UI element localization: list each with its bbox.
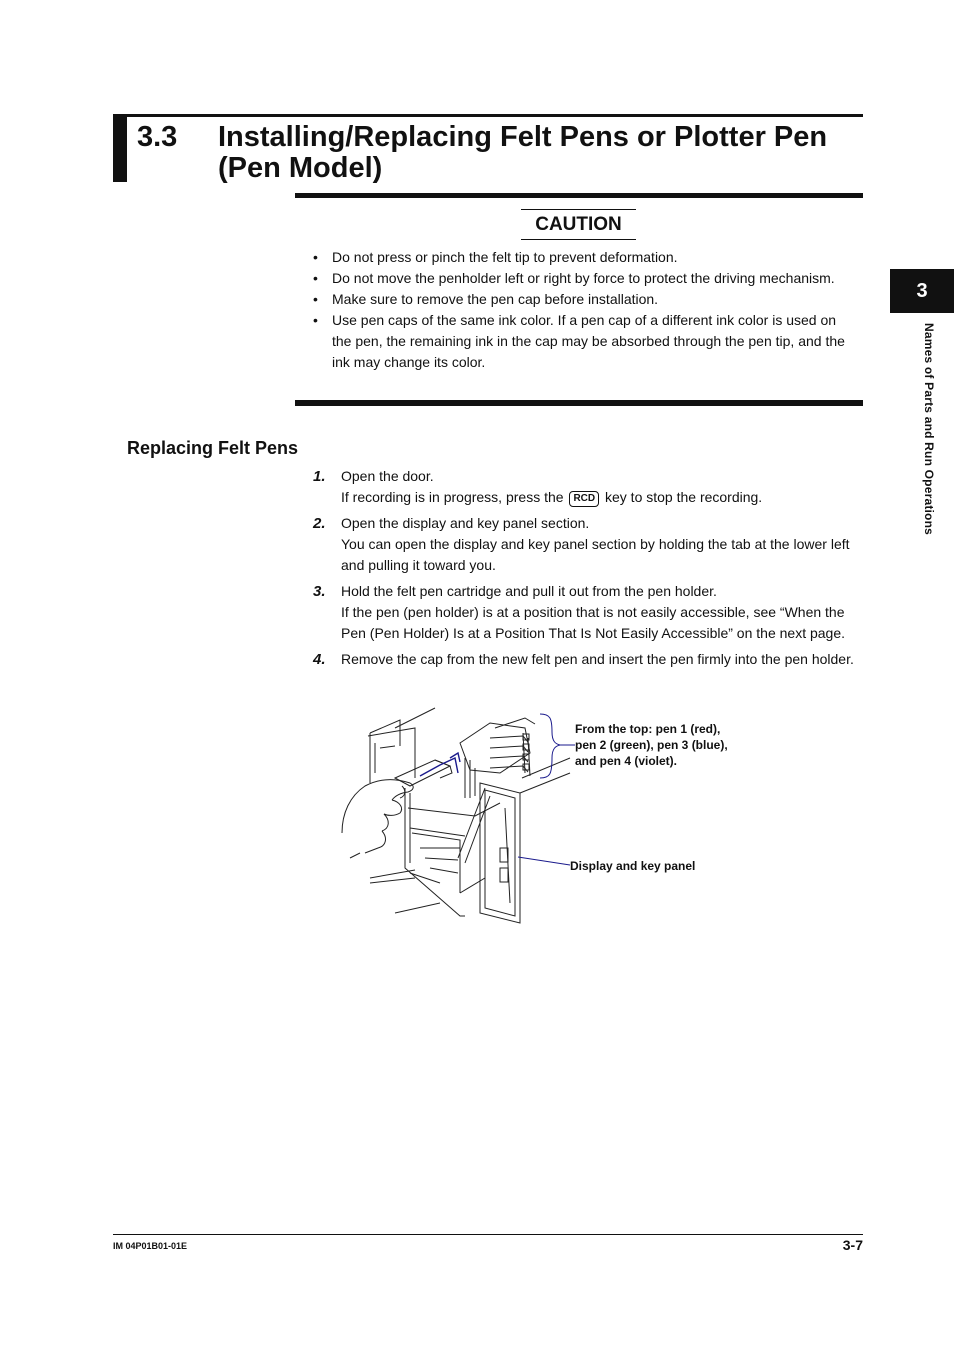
section-top-rule [127,114,863,117]
callout-line: pen 2 (green), pen 3 (blue), [575,738,728,752]
step-detail [341,487,867,508]
footer-rule [113,1234,863,1235]
caution-top-rule [295,193,863,198]
step-detail: You can open the display and key panel section by holding the tab at the lower left and pulling it toward you. [341,536,850,573]
callout-line: and pen 4 (violet). [575,754,678,768]
step-number: 1. [313,468,326,485]
step-1 [312,466,867,508]
callout-lines [500,712,580,872]
rcd-key-icon: RCD [569,491,599,507]
caution-item: • Do not move the penholder left or right by force to protect the driving mechanism. [313,268,853,289]
caution-label: CAUTION [521,209,636,240]
step-3 [312,581,867,644]
caution-list [313,247,853,373]
step-number: 4. [313,651,326,668]
section-title: Installing/Replacing Felt Pens or Plotter Pen (Pen Model) [218,121,828,184]
display-panel-callout: Display and key panel [570,859,696,873]
caution-item: • Do not press or pinch the felt tip to prevent deformation. [313,247,853,268]
document-id: IM 04P01B01-01E [113,1241,188,1251]
step-list [312,466,867,675]
callout-line: From the top: pen 1 (red), [575,722,721,736]
chapter-tab: 3 [890,269,954,313]
step-2 [312,513,867,576]
step-main: Open the door. [341,468,434,484]
caution-item: • Use pen caps of the same ink color. If a pen cap of a different ink color is used on the pen, the remaining ink in the cap may be absorbed through the pen tip, and the ink may change its color. [313,310,853,373]
page-number: 3-7 [842,1237,863,1253]
step-detail-pre: If recording is in progress, press the [341,489,564,505]
caution-item: • Make sure to remove the pen cap before installation. [313,289,853,310]
subheading: Replacing Felt Pens [127,438,299,458]
step-main: Hold the felt pen cartridge and pull it out from the pen holder. [341,583,717,599]
step-4 [312,649,867,670]
caution-bottom-rule [295,400,863,406]
step-number: 2. [313,515,326,532]
step-detail-post: key to stop the recording. [605,489,763,505]
chapter-tab-label: Names of Parts and Run Operations [922,323,936,535]
section-marker-bar [113,114,127,182]
step-main: Open the display and key panel section. [341,515,590,531]
section-number: 3.3 [137,121,178,153]
pen-color-callout [575,721,755,769]
step-main: Remove the cap from the new felt pen and insert the pen firmly into the pen holder. [341,651,854,667]
step-number: 3. [313,583,326,600]
step-detail: If the pen (pen holder) is at a position that is not easily accessible, see “When the Pen (Pen Holder) Is at a Position That Is Not Easily Accessible” on the next page. [341,604,846,641]
